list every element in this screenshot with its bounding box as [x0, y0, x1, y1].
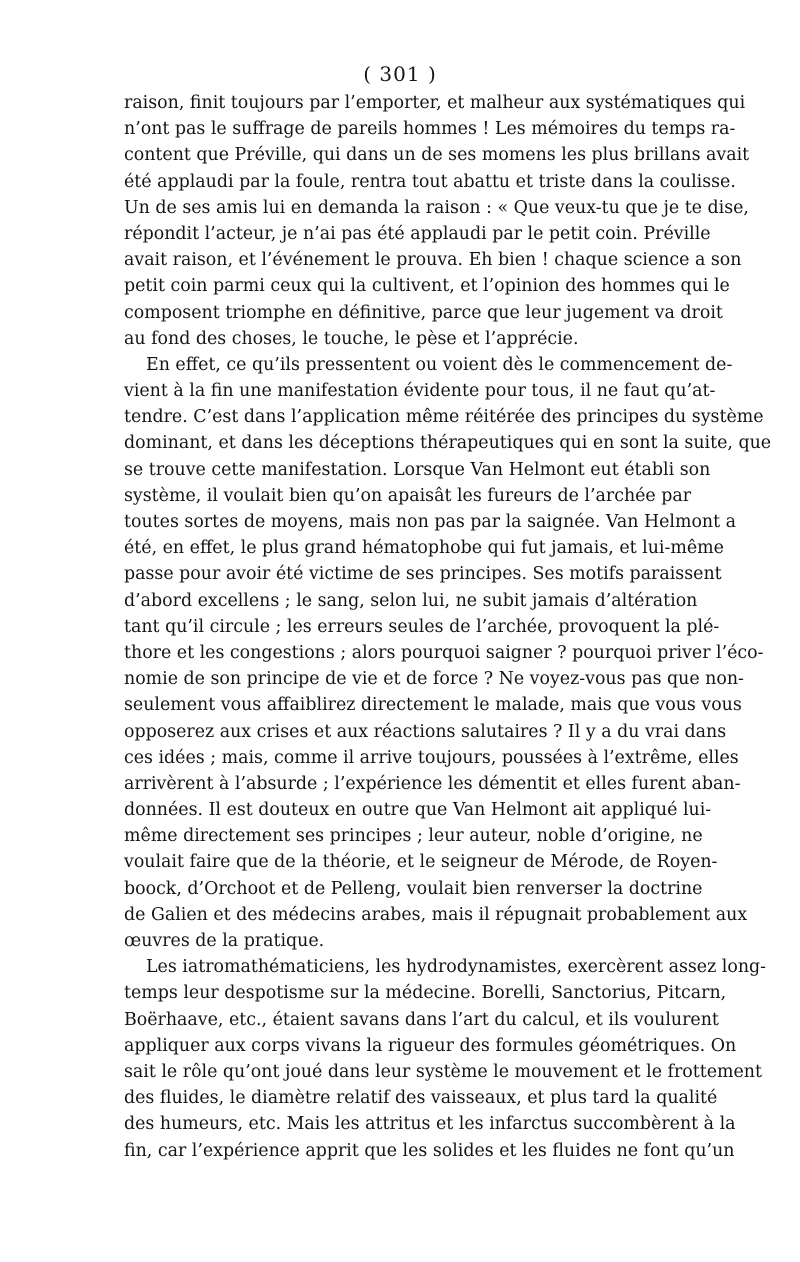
text-line: raison, finit toujours par l’emporter, et malheur aux systématiques qui [124, 93, 746, 113]
paragraph-1 [124, 90, 750, 352]
text-line: voulait faire que de la théorie, et le seigneur de Mérode, de Royen- [124, 852, 718, 873]
text-line: Un de ses amis lui en demanda la raison : « Que veux-tu que je te dise, [124, 197, 749, 218]
text-line: d’abord excellens ; le sang, selon lui, ne subit jamais d’altération [124, 590, 698, 611]
text-line: se trouve cette manifestation. Lorsque Van Helmont eut établi son [124, 459, 711, 480]
text-line: temps leur despotisme sur la médecine. Borelli, Sanctorius, Pitcarn, [124, 983, 727, 1004]
text-line: passe pour avoir été victime de ses principes. Ses motifs paraissent [124, 564, 722, 585]
text-line: toutes sortes de moyens, mais non pas par la saignée. Van Helmont a [124, 512, 737, 532]
text-line: Boërhaave, etc., étaient savans dans l’art du calcul, et ils voulurent [124, 1009, 719, 1030]
paragraph-3 [124, 954, 767, 1164]
text-line: boock, d’Orchoot et de Pelleng, voulait bien renverser la doctrine [124, 878, 703, 899]
text-line: système, il voulait bien qu’on apaisât les fureurs de l’archée par [124, 485, 692, 506]
text-line: composent triomphe en définitive, parce que leur jugement va droit [124, 302, 723, 323]
text-line: sait le rôle qu’ont joué dans leur système le mouvement et le frottement [124, 1061, 762, 1082]
text-line: petit coin parmi ceux qui la cultivent, et l’opinion des hommes qui le [124, 276, 730, 297]
text-line: avait raison, et l’événement le prouva. Eh bien ! chaque science a son [124, 250, 742, 271]
text-line: au fond des choses, le touche, le pèse et l’apprécie. [124, 328, 579, 349]
text-line: tant qu’il circule ; les erreurs seules de l’archée, provoquent la plé- [124, 616, 720, 637]
text-line: arrivèrent à l’absurde ; l’expérience les démentit et elles furent aban- [124, 773, 741, 794]
text-line: répondit l’acteur, je n’ai pas été applaudi par le petit coin. Préville [124, 223, 711, 244]
text-line: dominant, et dans les déceptions thérapeutiques qui en sont la suite, que [124, 433, 772, 454]
text-line: de Galien et des médecins arabes, mais il répugnait probablement aux [124, 904, 748, 925]
text-line: thore et les congestions ; alors pourquoi saigner ? pourquoi priver l’éco- [124, 642, 764, 663]
text-line: content que Préville, qui dans un de ses momens les plus brillans avait [124, 145, 750, 166]
text-line: tendre. C’est dans l’application même réitérée des principes du système [124, 407, 764, 428]
text-line: n’ont pas le suffrage de pareils hommes ! Les mémoires du temps ra- [124, 119, 736, 140]
text-line: même directement ses principes ; leur auteur, noble d’origine, ne [124, 826, 703, 847]
text-line: été, en effet, le plus grand hématophobe qui fut jamais, et lui-même [124, 538, 724, 559]
page-number: ( 301 ) [363, 62, 437, 86]
text-line: fin, car l’expérience apprit que les solides et les fluides ne font qu’un [124, 1140, 735, 1161]
text-line: nomie de son principe de vie et de force ? Ne voyez-vous pas que non- [124, 669, 744, 690]
body-text [124, 90, 772, 1164]
text-line: été applaudi par la foule, rentra tout abattu et triste dans la coulisse. [124, 171, 736, 192]
paragraph-2 [124, 352, 772, 954]
text-line: opposerez aux crises et aux réactions salutaires ? Il y a du vrai dans [124, 721, 727, 742]
text-line: des humeurs, etc. Mais les attritus et les infarctus succombèrent à la [124, 1114, 736, 1135]
text-line: En effet, ce qu’ils pressentent ou voient dès le commencement de- [146, 354, 733, 375]
text-line: Les iatromathématiciens, les hydrodynamistes, exercèrent assez long- [146, 957, 767, 978]
text-line: données. Il est douteux en outre que Van Helmont ait appliqué lui- [124, 800, 712, 821]
text-line: vient à la fin une manifestation évidente pour tous, il ne faut qu’at- [124, 381, 716, 402]
text-line: œuvres de la pratique. [124, 931, 325, 951]
text-line: seulement vous affaiblirez directement le malade, mais que vous vous [124, 695, 742, 716]
text-line: appliquer aux corps vivans la rigueur des formules géométriques. On [124, 1035, 737, 1056]
text-line: des fluides, le diamètre relatif des vaisseaux, et plus tard la qualité [124, 1088, 718, 1109]
text-line: ces idées ; mais, comme il arrive toujours, poussées à l’extrême, elles [124, 747, 739, 768]
